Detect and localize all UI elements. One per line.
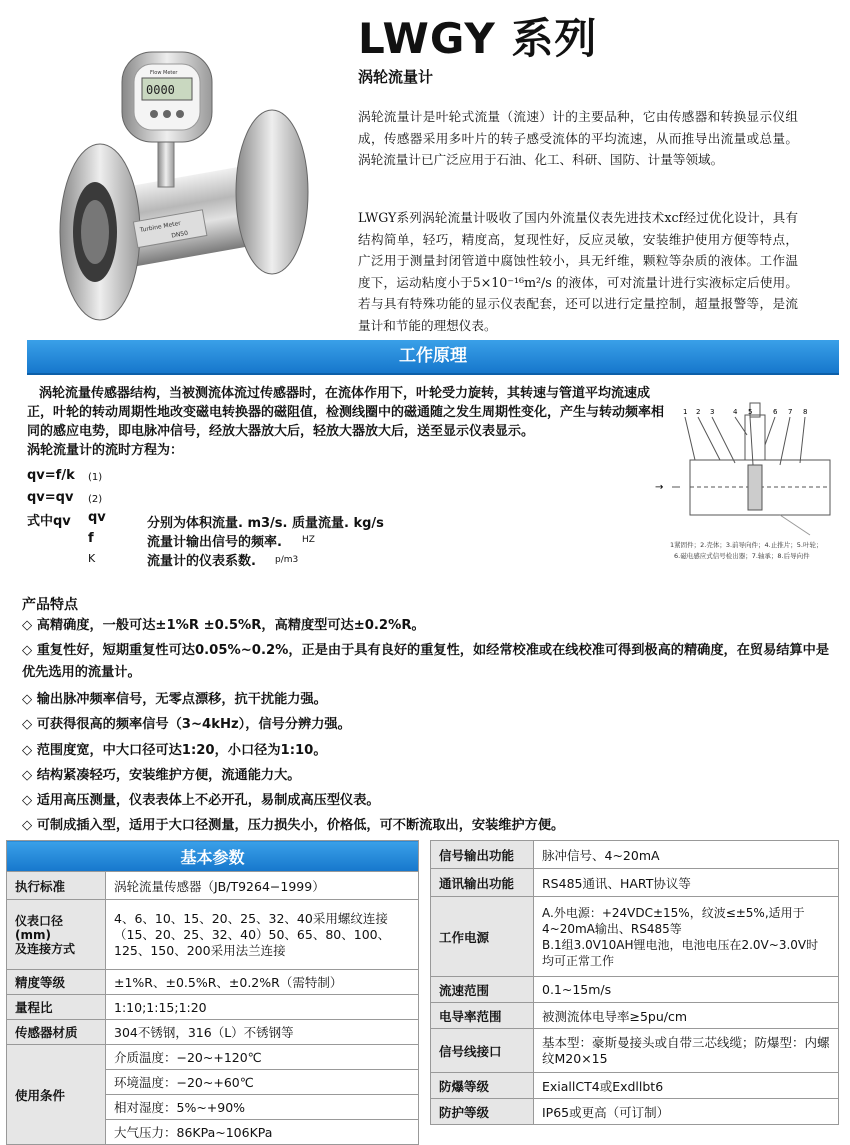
- symbol-qv: qv: [88, 510, 106, 525]
- param-value: 0.1~15m/s: [534, 977, 839, 1003]
- feature-item-4: ◇ 可获得很高的频率信号（3~4kHz），信号分辨力强。: [22, 717, 351, 732]
- param-key: 防爆等级: [431, 1073, 534, 1099]
- params-title: 基本参数: [7, 841, 419, 872]
- param-value: IP65或更高（可订制）: [534, 1099, 839, 1125]
- feature-item-3: ◇ 输出脉冲频率信号，无零点漂移，抗干扰能力强。: [22, 692, 327, 707]
- param-value: 环境温度：−20~+60℃: [106, 1070, 419, 1095]
- feature-item-2: ◇ 重复性好，短期重复性可达0.05%~0.2%，正是由于具有良好的重复性，如经常校准或在线校准可得到极高的精确度，在贸易结算中是优先选用的流量计。: [22, 643, 830, 680]
- intro-paragraph-1: 涡轮流量计是叶轮式流量（流速）计的主要品种，它由传感器和转换显示仪组成，传感器采用多叶片的转子感受流体的平均流速，从而推导出流量或总量。涡轮流量计已广泛应用于石油、化工、科研、国防、计量等领域。: [358, 109, 798, 167]
- param-key: 量程比: [7, 995, 106, 1020]
- diagram-caption-2: 6.磁电感应式信号检出器；7.轴承；8.后导向件: [674, 552, 810, 560]
- param-key: 传感器材质: [7, 1020, 106, 1045]
- feature-item-6: ◇ 结构紧凑轻巧，安装维护方便，流通能力大。: [22, 768, 301, 783]
- param-value: 被测流体电导率≥5pu/cm: [534, 1003, 839, 1029]
- symbol-f: f: [88, 531, 94, 546]
- where-label: 式中qv: [27, 514, 71, 529]
- feature-item-5: ◇ 范围度宽，中大口径可达1:20，小口径为1:10。: [22, 743, 327, 758]
- feature-item-1: ◇ 高精确度，一般可达±1%R ±0.5%R，高精度型可达±0.2%R。: [22, 618, 425, 633]
- equation-1: qv=f/k: [27, 468, 75, 483]
- diagram-num-2: 2: [696, 408, 701, 416]
- intro-paragraph-2: LWGY系列涡轮流量计吸收了国内外流量仪表先进技术xcf经过优化设计，具有结构简单，轻巧，精度高，复现性好，反应灵敏，安装维护使用方便等特点，广泛用于测量封闭管道中腐蚀性较小，具无纤维，颗粒等杂质的液体。工作温度下，运动粘度小于5×10⁻¹⁶m²/s 的液体，可对流量计进行实液标定后使用。若与具有特殊功能的显示仪表配套，还可以进行定量控制，超量报警等，是流量计和节能的理想仪表。: [358, 210, 798, 333]
- param-key: 使用条件: [7, 1045, 106, 1145]
- svg-text:→: →: [655, 482, 664, 493]
- equation-2-number: (2): [88, 494, 103, 505]
- param-value: ±1%R、±0.5%R、±0.2%R（需特制）: [106, 970, 419, 995]
- param-value: 4、6、10、15、20、25、32、40采用螺纹连接（15、20、25、32、40）50、65、80、100、125、150、200采用法兰连接: [106, 900, 419, 970]
- param-value: 304不锈钢，316（L）不锈钢等: [106, 1020, 419, 1045]
- symbol-k: K: [88, 552, 96, 565]
- equation-1-number: (1): [88, 472, 103, 483]
- principle-paragraph: 涡轮流量传感器结构，当被测流体流过传感器时，在流体作用下，叶轮受力旋转，其转速与管道平均流速成正，叶轮的转动周期性地改变磁电转换器的磁阻值，检测线圈中的磁通随之发生周期性变化，产生与转动频率相同的感应电势，即电脉冲信号，经放大器放大后，轻放大器放大后，送至显示仪表显示。: [27, 386, 665, 439]
- feature-item-7: ◇ 适用高压测量，仪表表体上不必开孔，易制成高压型仪表。: [22, 793, 380, 808]
- diagram-num-5: 5: [748, 408, 753, 416]
- structure-diagram: [650, 395, 845, 570]
- page-title: LWGY 系列: [358, 14, 598, 63]
- nameplate-label: Turbine Meter: [139, 219, 182, 234]
- diagram-num-4: 4: [733, 408, 738, 416]
- desc-f: 流量计输出信号的频率.: [147, 535, 282, 550]
- param-value: 涡轮流量传感器（JB/T9264−1999）: [106, 872, 419, 900]
- param-value: A.外电源：+24VDC±15%，纹波≤±5%,适用于4~20mA输出、RS485等: [542, 905, 805, 936]
- param-value: 介质温度：−20~+120℃: [106, 1045, 419, 1070]
- param-key: 电导率范围: [431, 1003, 534, 1029]
- nameplate-model: DN50: [170, 229, 189, 240]
- diagram-num-7: 7: [788, 408, 793, 416]
- section-heading-principle: 工作原理: [27, 340, 839, 375]
- params-table-right: [430, 840, 839, 1125]
- params-table-left: [6, 840, 419, 1145]
- param-value: 相对湿度：5%~+90%: [106, 1095, 419, 1120]
- diagram-caption-1: 1紧固件；2.壳体；3.前导向件；4.止推片；5.叶轮；: [670, 541, 823, 549]
- param-key: 通讯输出功能: [431, 869, 534, 897]
- param-value: 大气压力：86KPa~106KPa: [106, 1120, 419, 1145]
- feature-item-8: ◇ 可制成插入型，适用于大口径测量，压力损失小，价格低，可不断流取出，安装维护方便。: [22, 818, 565, 833]
- unit-k: p/m3: [275, 555, 299, 565]
- turbine-flowmeter-image: [40, 22, 330, 322]
- principle-text: [27, 384, 667, 460]
- equation-2: qv=qv: [27, 490, 74, 505]
- diagram-num-1: 1: [683, 408, 688, 416]
- param-key: 流速范围: [431, 977, 534, 1003]
- diagram-num-3: 3: [710, 408, 715, 416]
- param-value: ExiallCT4或Exdllbt6: [534, 1073, 839, 1099]
- desc-qv: 分别为体积流量. m3/s. 质量流量. kg/s: [147, 516, 384, 531]
- param-key: 精度等级: [7, 970, 106, 995]
- display-label: Flow Meter: [150, 70, 178, 76]
- param-value: 1:10;1:15;1:20: [106, 995, 419, 1020]
- features-title: 产品特点: [22, 597, 78, 613]
- param-value: 基本型：豪斯曼接头或自带三芯线缆；防爆型：内螺纹M20×15: [534, 1029, 839, 1073]
- param-key: 执行标准: [7, 872, 106, 900]
- desc-k: 流量计的仪表系数.: [147, 554, 256, 569]
- unit-f: HZ: [302, 535, 315, 545]
- display-readout: 0000: [146, 83, 175, 97]
- param-key: 信号线接口: [431, 1029, 534, 1073]
- formula-intro: 涡轮流量计的流时方程为：: [27, 443, 184, 458]
- param-value: RS485通讯、HART协议等: [534, 869, 839, 897]
- param-key: 信号输出功能: [431, 841, 534, 869]
- param-value: B.1组3.0V10AH锂电池，电池电压在2.0V~3.0V时均可正常工作: [542, 937, 819, 968]
- param-key: 工作电源: [431, 897, 534, 977]
- param-key: 仪表口径 (mm) 及连接方式: [7, 900, 106, 970]
- diagram-num-8: 8: [803, 408, 808, 416]
- param-value: 脉冲信号、4~20mA: [534, 841, 839, 869]
- diagram-num-6: 6: [773, 408, 778, 416]
- page-subtitle: 涡轮流量计: [358, 68, 434, 86]
- param-key: 防护等级: [431, 1099, 534, 1125]
